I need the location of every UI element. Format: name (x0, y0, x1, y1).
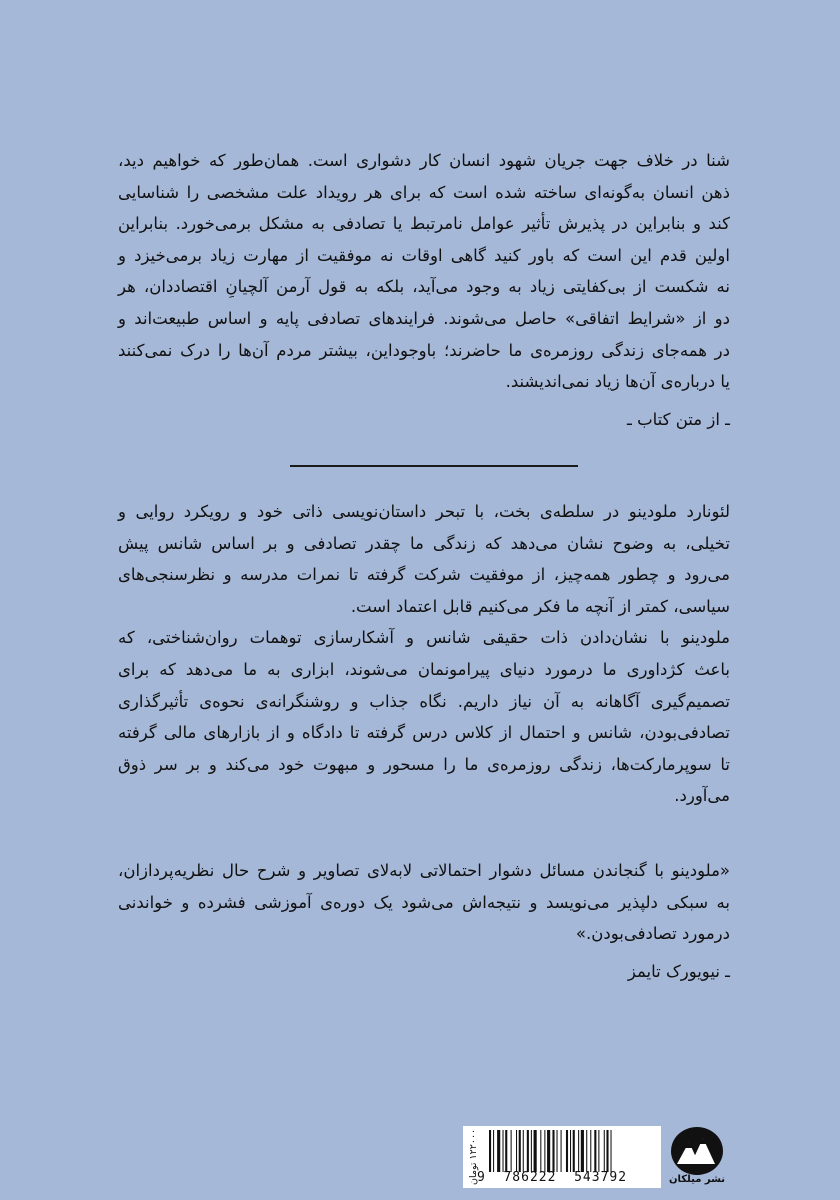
quote-line: به سبکی دلپذیر می‌نویسد و نتیجه‌اش می‌شود یک دوره‌ی آموزشی فشرده و خواندنی (118, 892, 730, 912)
about-line: تا سوپرمارکت‌ها، زندگی روزمره‌ی ما را مسحور و مبهوت خود می‌کند و بر سر ذوق (118, 754, 730, 774)
section-divider (290, 465, 578, 467)
excerpt-line: شنا در خلاف جهت جریان شهود انسان کار دشواری است. همان‌طور که خواهیم دید، (118, 151, 730, 170)
about-paragraph (118, 496, 730, 812)
excerpt-line: در همه‌جای زندگی روزمره‌ی ما حاضرند؛ باوجوداین، بیشتر مردم آن‌ها را درک نمی‌کنند (118, 340, 730, 360)
excerpt-line: نه شکست از بی‌کفایتی زیاد به وجود می‌آید، بلکه به قول آرمن آلچیانِ اقتصاددان، هر (118, 277, 730, 297)
quote-line: «ملودینو با گنجاندن مسائل دشوار احتمالاتی لابه‌لای تصاویر و شرح حال نظریه‌پردازان، (118, 861, 730, 880)
excerpt-paragraph (118, 145, 730, 398)
about-line: می‌آورد. (674, 786, 730, 806)
about-line: تخیلی، به وضوح نشان می‌دهد که زندگی ما چقدر تصادفی و بر اساس شانس پیش (118, 533, 730, 553)
review-quote (118, 855, 730, 950)
excerpt-source: ـ از متن کتاب ـ (627, 410, 730, 429)
isbn-number: 9 786222 543792 (477, 1170, 628, 1185)
about-line: می‌رود و چطور همه‌چیز، از موفقیت شرکت گرفته تا نمرات مدرسه و نظرسنجی‌های (118, 565, 730, 585)
excerpt-line: دو از «شرایط اتفاقی» حاصل می‌شوند. فرایندهای تصادفی پایه و اساس طبیعت‌اند و (118, 308, 730, 328)
quote-source: ـ نیویورک تایمز (627, 962, 730, 981)
publisher-logo (666, 1126, 728, 1190)
about-line: باعث کژداوری ما درمورد دنیای پیرامونمان می‌شوند، ابزاری به ما می‌دهد که برای (118, 659, 730, 679)
excerpt-line: کند و بنابراین در پذیرش تأثیر عوامل نامرتبط یا تصادفی به مشکل برمی‌خورد. بنابراین (118, 214, 730, 234)
publisher-name: نشر میلکان (668, 1174, 726, 1185)
barcode-icon (489, 1130, 655, 1172)
excerpt-line: یا درباره‌ی آن‌ها زیاد نمی‌اندیشند. (505, 372, 730, 392)
about-line: لئونارد ملودینو در سلطه‌ی بخت، با تبحر داستان‌نویسی ذاتی خود و رویکرد روایی و (118, 502, 730, 521)
about-line: ملودینو با نشان‌دادن ذات حقیقی شانس و آشکارسازی توهمات روان‌شناختی، که (118, 628, 730, 648)
barcode-box (463, 1126, 661, 1188)
excerpt-line: ذهن انسان به‌گونه‌ای ساخته شده است که برای هر رویداد علت مشخصی را شناسایی (118, 182, 730, 202)
mountain-logo-icon (669, 1126, 725, 1176)
about-line: تصادفی‌بودن، شانس و احتمال از کلاس درس گرفته تا دادگاه و از بازارهای مالی گرفته (118, 723, 730, 743)
excerpt-line: اولین قدم این است که باور کنید گاهی اوقات نه موفقیت از مهارت زیاد برمی‌خیزد و (118, 245, 730, 265)
price-label: ۱۲۲۰۰۰ تومان (468, 1128, 479, 1186)
quote-line: درمورد تصادفی‌بودن.» (575, 924, 730, 944)
about-line: تصمیم‌گیری آگاهانه به آن نیاز داریم. نگاه جذاب و روشنگرانه‌ی نحوه‌ی تأثیرگذاری (118, 691, 730, 711)
about-line: سیاسی، کمتر از آنچه ما فکر می‌کنیم قابل اعتماد است. (350, 596, 730, 616)
